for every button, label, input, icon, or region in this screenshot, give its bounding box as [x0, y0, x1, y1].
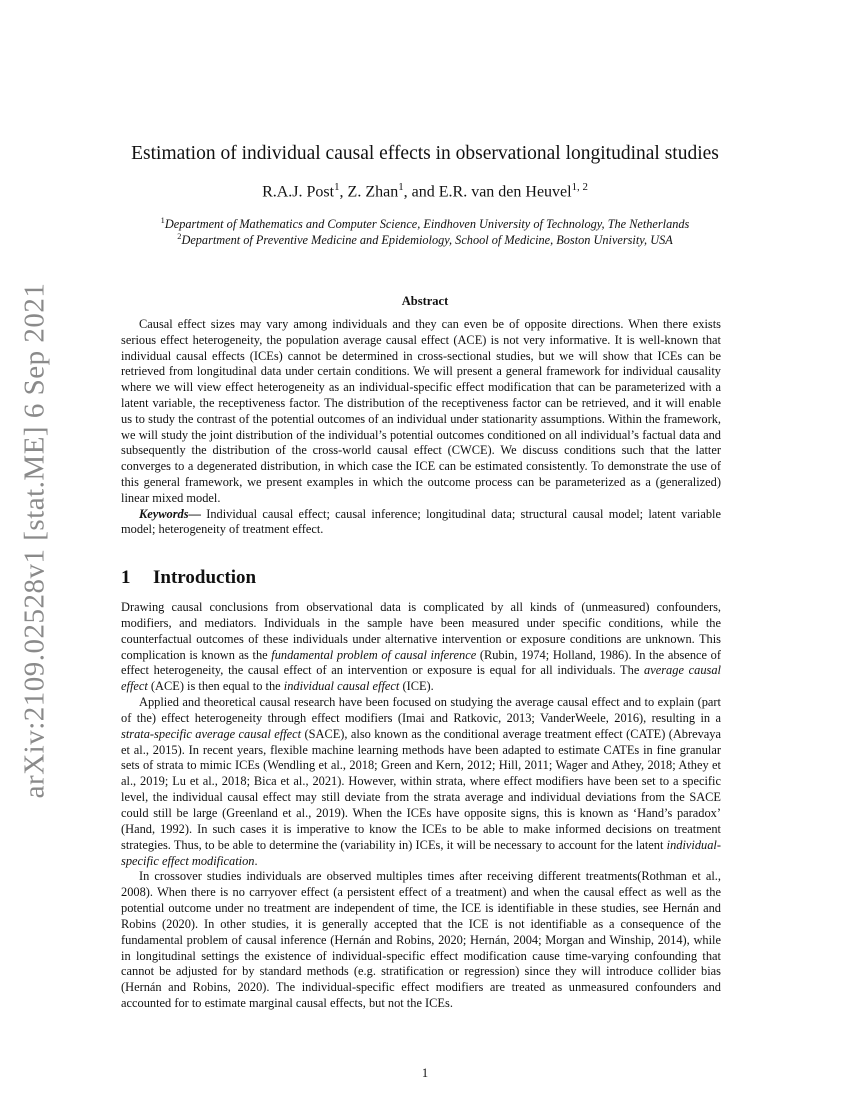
intro-paragraph-2: Applied and theoretical causal research have been focused on studying the average causal effect and to explain (part of the) effect heterogeneity through effect modifiers (Imai and Ratkovic, 2013; VanderWeele, 2016), resulting in a strata-specific average causal effect (SACE), also known as the conditional average treatment effect (CATE) (Abrevaya et al., 2015). In recent years, flexible machine learning methods have been adapted to estimate CATEs in fine granular sets of strata to mimic ICEs (Wendling et al., 2018; Green and Kern, 2012; Hill, 2011; Wager and Athey, 2018; Athey et al., 2019; Lu et al., 2018; Bica et al., 2021). However, within strata, where effect modifiers have been set to a specific level, the individual causal effect may still deviate from the strata average and individual deviations from the SACE could still be large (Greenland et al., 2019). When the ICEs have opposite signs, this is known as ‘Hand’s paradox’ (Hand, 1992). In such cases it is imperative to know the ICEs to be able to make informed decisions on treatment strategies. Thus, to be able to determine the (variability in) ICEs, it will be necessary to account for the latent individual-specific effect modification. [121, 695, 722, 868]
section-title: Introduction [153, 567, 257, 588]
affiliation-2: $^2$Department of Preventive Medicine and Epidemiology, School of Medicine, Boston University, USA [177, 232, 673, 248]
paper-title: Estimation of individual causal effects in observational longitudinal studies [131, 143, 719, 164]
section-number: 1 [121, 567, 131, 588]
abstract-heading: Abstract [401, 294, 449, 308]
author-post: R.A.J. Post [262, 183, 335, 201]
keywords-label: Keywords— [139, 506, 201, 521]
introduction-body [121, 600, 721, 1012]
author-post-affil: 1 [334, 181, 340, 193]
arxiv-identifier: arXiv:2109.02528v1 [stat.ME] 6 Sep 2021 [18, 282, 51, 798]
author-heuvel-affil: 1, 2 [571, 181, 588, 193]
page-number: 1 [421, 1066, 429, 1080]
abstract-text: Causal effect sizes may vary among individuals and they can even be of opposite directions. When there exists serious effect heterogeneity, the population average causal effect (ACE) is not very informative. It is well-known that individual causal effects (ICEs) cannot be determined in cross-sectional studies, but we will show that ICEs can be retrieved from longitudinal data under certain conditions. We will present a general framework for individual causality where we will view effect heterogeneity as an individual-specific effect modification that can be parameterized with a latent variable, the receptiveness factor. The distribution of the receptiveness factor can be retrieved, and it will enable us to study the contrast of the potential outcomes of an individual under stationarity assumptions. Within the framework, we will study the joint distribution of the individual’s potential outcomes conditioned on all individual’s factual data and subsequently the distribution of the cross-world causal effect (CWCE). We discuss conditions such that the latter converges to a degenerated distribution, in which case the ICE can be estimated consistently. To demonstrate the use of this general framework, we present examples in which the outcome process can be parameterized as a (generalized) linear mixed model. [121, 317, 721, 505]
arxiv-side-stamp [10, 282, 60, 798]
section-heading-introduction [121, 567, 256, 589]
author-zhan-affil: 1 [398, 181, 404, 193]
abstract-body [121, 317, 721, 538]
author-zhan: , Z. Zhan [339, 183, 399, 201]
author-heuvel: , and E.R. van den Heuvel [403, 183, 572, 201]
keywords [121, 507, 721, 539]
intro-paragraph-3: In crossover studies individuals are observed multiples times after receiving different treatments(Rothman et al., 2008). When there is no carryover effect (a persistent effect of a treatment) and when the causal effect as well as the potential outcome under no treatment are independent of time, the ICE is identifiable in these studies, see Hernán and Robins (2020). In other studies, it is generally accepted that the ICE is not identifiable as a consequence of the fundamental problem of causal inference (Hernán and Robins, 2020; Hernán, 2004; Morgan and Winship, 2014), while in longitudinal settings the existence of individual-specific effect modification cause time-varying confounding that cannot be adjusted for by standard methods (e.g. stratification or regression) since they will introduce collider bias (Hernán and Robins, 2020). The individual-specific effect modifiers are treated as unmeasured confounders and accounted for to estimate marginal causal effects, but not the ICEs. [121, 869, 721, 1011]
affiliation-1: $^1$Department of Mathematics and Computer Science, Eindhoven University of Technology, The Netherlands [160, 216, 690, 232]
keywords-list: Individual causal effect; causal inference; longitudinal data; structural causal model; latent variable model; heterogeneity of treatment effect. [121, 506, 721, 537]
intro-paragraph-1: Drawing causal conclusions from observational data is complicated by all kinds of (unmeasured) confounders, modifiers, and mediators. Individuals in the sample have been measured under specific conditions, while the counterfactual outcomes of these individuals under alternative intervention or exposure conditions are unknown. This complication is known as the fundamental problem of causal inference (Rubin, 1974; Holland, 1986). In the absence of effect heterogeneity, the causal effect of an intervention or exposure is equal for all individuals. The average causal effect (ACE) is then equal to the individual causal effect (ICE). [121, 600, 721, 694]
author-list [0, 181, 850, 201]
